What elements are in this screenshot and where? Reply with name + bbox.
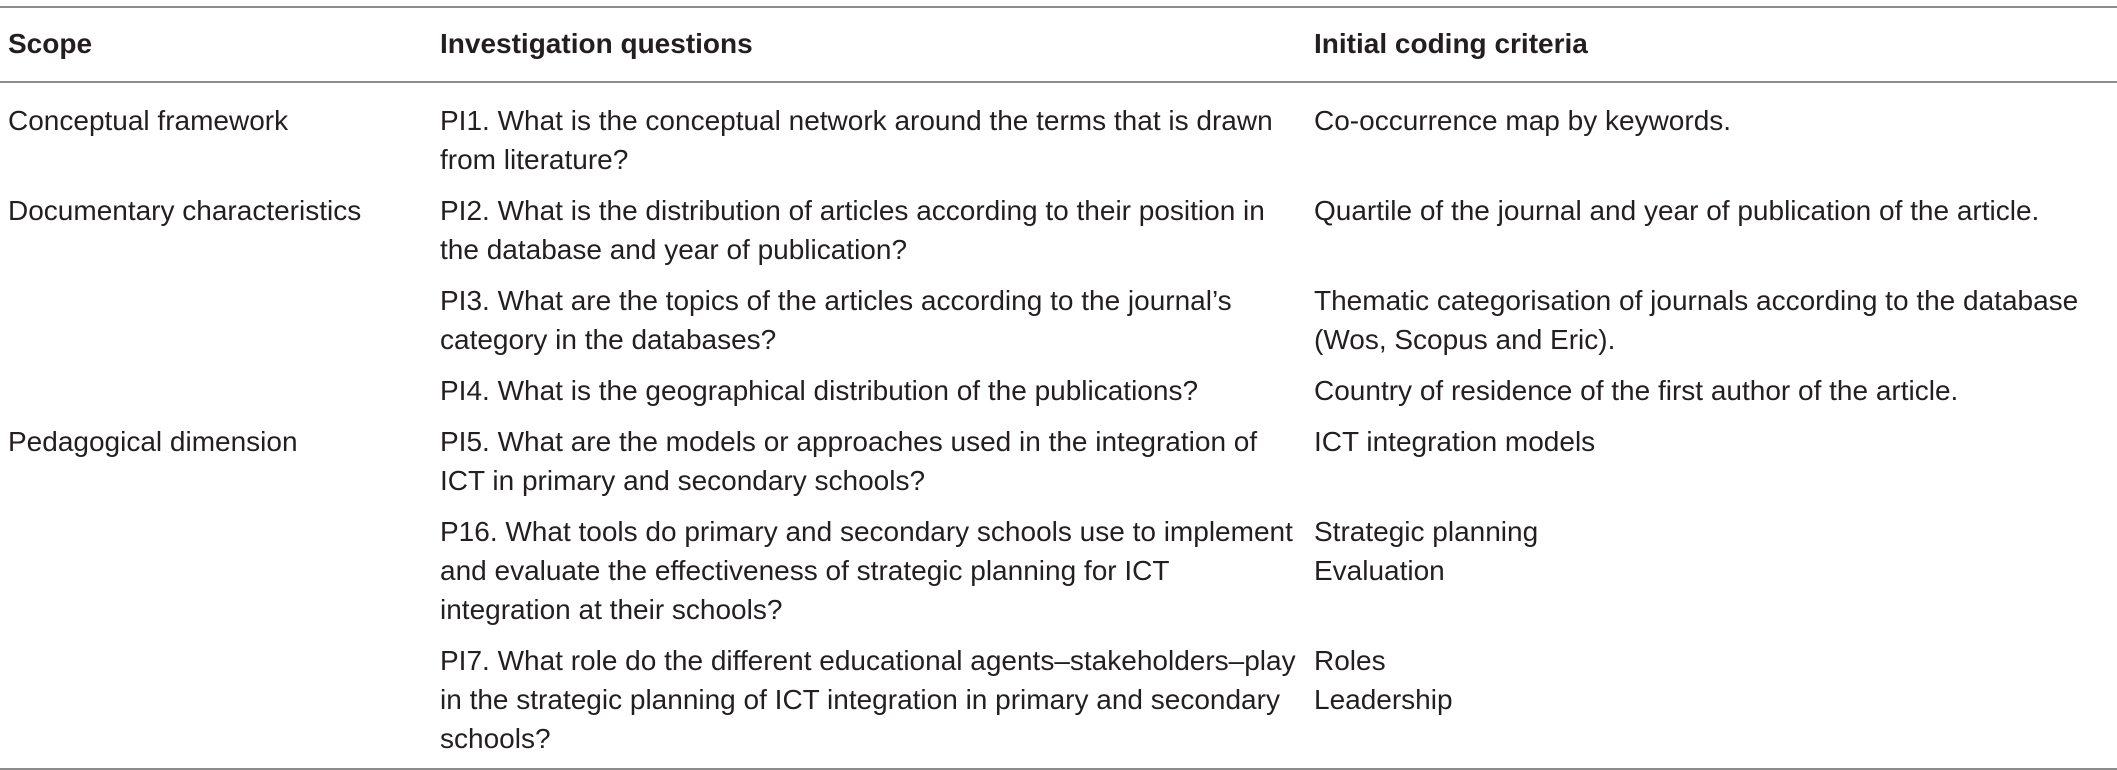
- scope-cell: Pedagogical dimension: [8, 426, 298, 457]
- scope-cell: [0, 365, 440, 416]
- question-cell: PI7. What role do the different educational agents–stakeholders–play in the strategic planning of ICT integration in primary and secondary schools?: [440, 645, 1296, 754]
- criteria-cell: [1314, 635, 2117, 769]
- question-cell: PI2. What is the distribution of articles according to their position in the database and year of publication?: [440, 195, 1265, 265]
- table-row: [0, 635, 2117, 769]
- criteria-line: Country of residence of the first author of the article.: [1314, 375, 1959, 406]
- table-row: [0, 185, 2117, 275]
- scope-cell: Conceptual framework: [8, 105, 289, 136]
- header-scope: Scope: [8, 28, 93, 59]
- criteria-line: Leadership: [1314, 684, 1453, 715]
- question-cell: PI1. What is the conceptual network around the terms that is drawn from literature?: [440, 105, 1273, 175]
- question-cell: PI4. What is the geographical distribution of the publications?: [440, 375, 1199, 406]
- criteria-line: Thematic categorisation of journals according to the database (Wos, Scopus and Eric).: [1314, 285, 2079, 355]
- coding-criteria-table: [0, 6, 2117, 770]
- criteria-line: Co-occurrence map by keywords.: [1314, 105, 1732, 136]
- criteria-cell: [1314, 416, 2117, 506]
- table-row: [0, 275, 2117, 365]
- table-row: [0, 365, 2117, 416]
- header-investigation-questions: Investigation questions: [440, 28, 753, 59]
- criteria-cell: [1314, 275, 2117, 365]
- criteria-line: Evaluation: [1314, 555, 1445, 586]
- criteria-cell: [1314, 185, 2117, 275]
- table-row: [0, 506, 2117, 635]
- scope-cell: [0, 635, 440, 769]
- criteria-line: Strategic planning: [1314, 516, 1539, 547]
- criteria-line: ICT integration models: [1314, 426, 1596, 457]
- question-cell: P16. What tools do primary and secondary schools use to implement and evaluate the effectiveness of strategic planning for ICT integration at their schools?: [440, 516, 1293, 625]
- scope-cell: [0, 506, 440, 635]
- criteria-cell: [1314, 365, 2117, 416]
- scope-cell: Documentary characteristics: [8, 195, 362, 226]
- table-row: [0, 416, 2117, 506]
- table-header-row: [0, 7, 2117, 82]
- criteria-line: Quartile of the journal and year of publication of the article.: [1314, 195, 2040, 226]
- criteria-cell: [1314, 82, 2117, 185]
- question-cell: PI3. What are the topics of the articles according to the journal’s category in the databases?: [440, 285, 1232, 355]
- criteria-line: Roles: [1314, 645, 1386, 676]
- question-cell: PI5. What are the models or approaches used in the integration of ICT in primary and secondary schools?: [440, 426, 1258, 496]
- header-initial-coding-criteria: Initial coding criteria: [1314, 28, 1588, 59]
- scope-cell: [0, 275, 440, 365]
- criteria-cell: [1314, 506, 2117, 635]
- table-row: [0, 82, 2117, 185]
